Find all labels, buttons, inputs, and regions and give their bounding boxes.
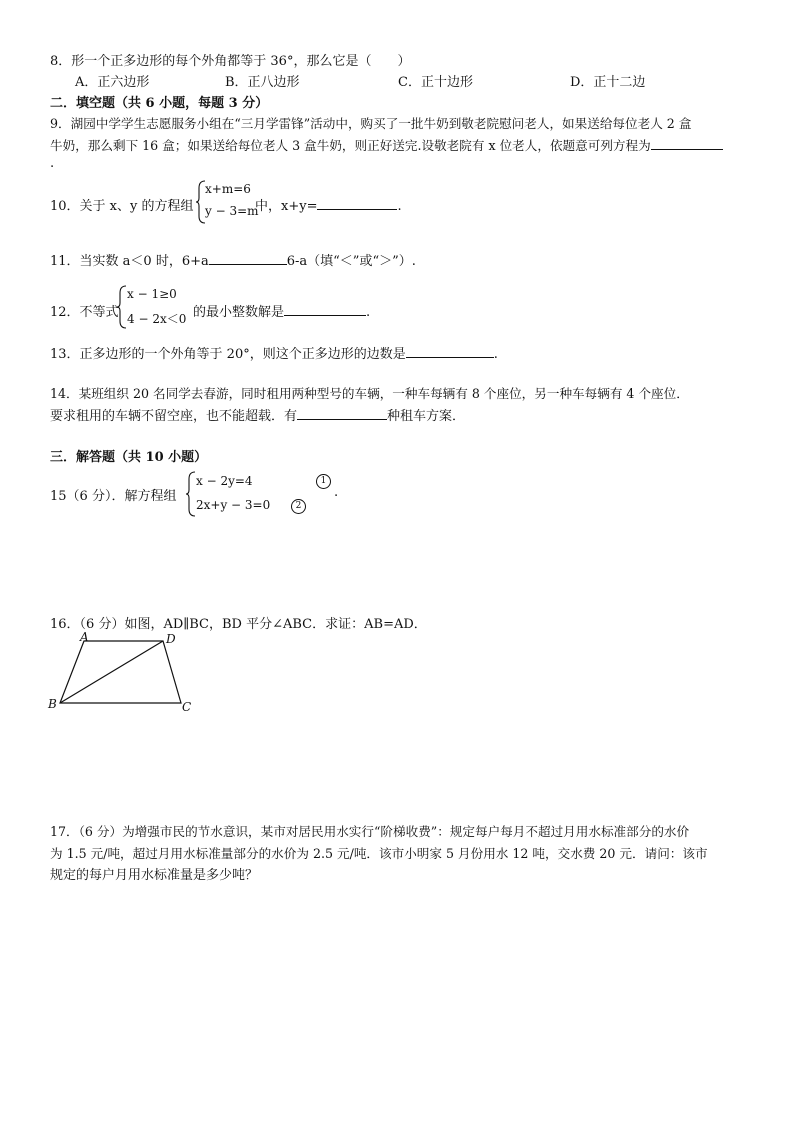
q15-suffix: .: [334, 485, 339, 500]
q9-line-3: .: [50, 156, 55, 171]
q10-mid-text: 中，x+y=: [255, 199, 318, 214]
q12-mid-text: 的最小整数解是: [193, 305, 285, 320]
q13-line: [50, 343, 498, 362]
q9-line-2: [50, 135, 723, 154]
q17-line-3: 规定的每户月用水标准量是多少吨？: [50, 868, 259, 883]
section-3-heading: 三．解答题（共 10 小题）: [50, 450, 208, 465]
q13-prefix: 13．正多边形的一个外角等于 20°，则这个正多边形的边数是: [50, 347, 406, 362]
q13-answer-blank[interactable]: [406, 345, 494, 358]
q13-suffix: .: [493, 347, 498, 362]
q12-inequality-2: 4 − 2x＜0: [127, 312, 187, 326]
q11-line: [50, 250, 416, 269]
q11-answer-blank[interactable]: [209, 252, 287, 265]
q15-brace: [186, 471, 196, 517]
q10-suffix: .: [397, 199, 402, 214]
vertex-label-b: B: [48, 697, 57, 711]
q14-line-1: 14．某班组织 20 名同学去春游，同时租用两种型号的车辆，一种车每辆有 8 个座位，另一种车每辆有 4 个座位．: [50, 386, 689, 401]
q14-line-2-suffix: 种租车方案．: [387, 409, 466, 424]
q8-stem: 8．形一个正多边形的每个外角都等于 36°，那么它是（ ）: [50, 54, 411, 69]
q12-inequality-1: x − 1≥0: [127, 287, 177, 301]
q11-suffix: 6-a（填“＜”或“＞”）.: [286, 254, 416, 269]
q17-line-1: 17．（6 分）为增强市民的节水意识，某市对居民用水实行“阶梯收费”：规定每户每月不超过月用水标准部分的水价: [50, 824, 690, 839]
q15-equation-1: x − 2y=4: [196, 474, 253, 488]
q12-answer-blank[interactable]: [284, 303, 366, 316]
q10-equation-2: y − 3=m: [205, 204, 259, 218]
trapezoid-abcd: [60, 641, 181, 703]
section-2-heading: 二．填空题（共 6 小题，每题 3 分）: [50, 96, 269, 111]
q15-marker-2: 2: [291, 499, 306, 514]
q8-option-d: D．正十二边: [570, 75, 646, 90]
q11-prefix: 11．当实数 a＜0 时，6+a: [50, 254, 209, 269]
q8-option-a: A．正六边形: [75, 75, 150, 90]
q12-prefix: 12．不等式: [50, 305, 119, 320]
q9-answer-blank[interactable]: [651, 137, 723, 150]
diagonal-bd: [60, 641, 163, 703]
q14-line-2: [50, 405, 465, 424]
q10-answer-line: [255, 195, 402, 214]
q9-line-2-text: 牛奶，那么剩下 16 盒；如果送给每位老人 3 盒牛奶，则正好送完.设敬老院有 x 位老人，依题意可列方程为: [50, 138, 651, 153]
q9-line-1: 9．湖园中学学生志愿服务小组在“三月学雷锋”活动中，购买了一批牛奶到敬老院慰问老人，如果送给每位老人 2 盒: [50, 116, 692, 131]
q12-answer-line: [193, 301, 370, 320]
q15-prefix: 15（6 分）．解方程组: [50, 489, 177, 504]
q10-prefix: 10．关于 x、y 的方程组: [50, 199, 194, 214]
q10-equation-1: x+m=6: [205, 182, 251, 196]
q8-option-c: C．正十边形: [398, 75, 473, 90]
q10-answer-blank[interactable]: [317, 197, 397, 210]
q16-trapezoid-figure: [44, 630, 204, 715]
q12-suffix: .: [366, 305, 371, 320]
q12-brace: [117, 285, 127, 329]
vertex-label-a: A: [80, 630, 89, 644]
q15-marker-1: 1: [316, 474, 331, 489]
vertex-label-c: C: [182, 700, 192, 714]
q14-line-2-prefix: 要求租用的车辆不留空座，也不能超载．有: [50, 409, 298, 424]
vertex-label-d: D: [166, 632, 176, 646]
q8-option-b: B．正八边形: [225, 75, 300, 90]
q16-text: 16．（6 分）如图，AD∥BC，BD 平分∠ABC．求证：AB=AD．: [50, 617, 427, 632]
q15-equation-2: 2x+y − 3=0: [196, 498, 271, 512]
q17-line-2: 为 1.5 元/吨，超过月用水标准量部分的水价为 2.5 元/吨．该市小明家 5 月份用水 12 吨，交水费 20 元．请问：该市: [50, 846, 708, 861]
q14-answer-blank[interactable]: [297, 407, 387, 420]
